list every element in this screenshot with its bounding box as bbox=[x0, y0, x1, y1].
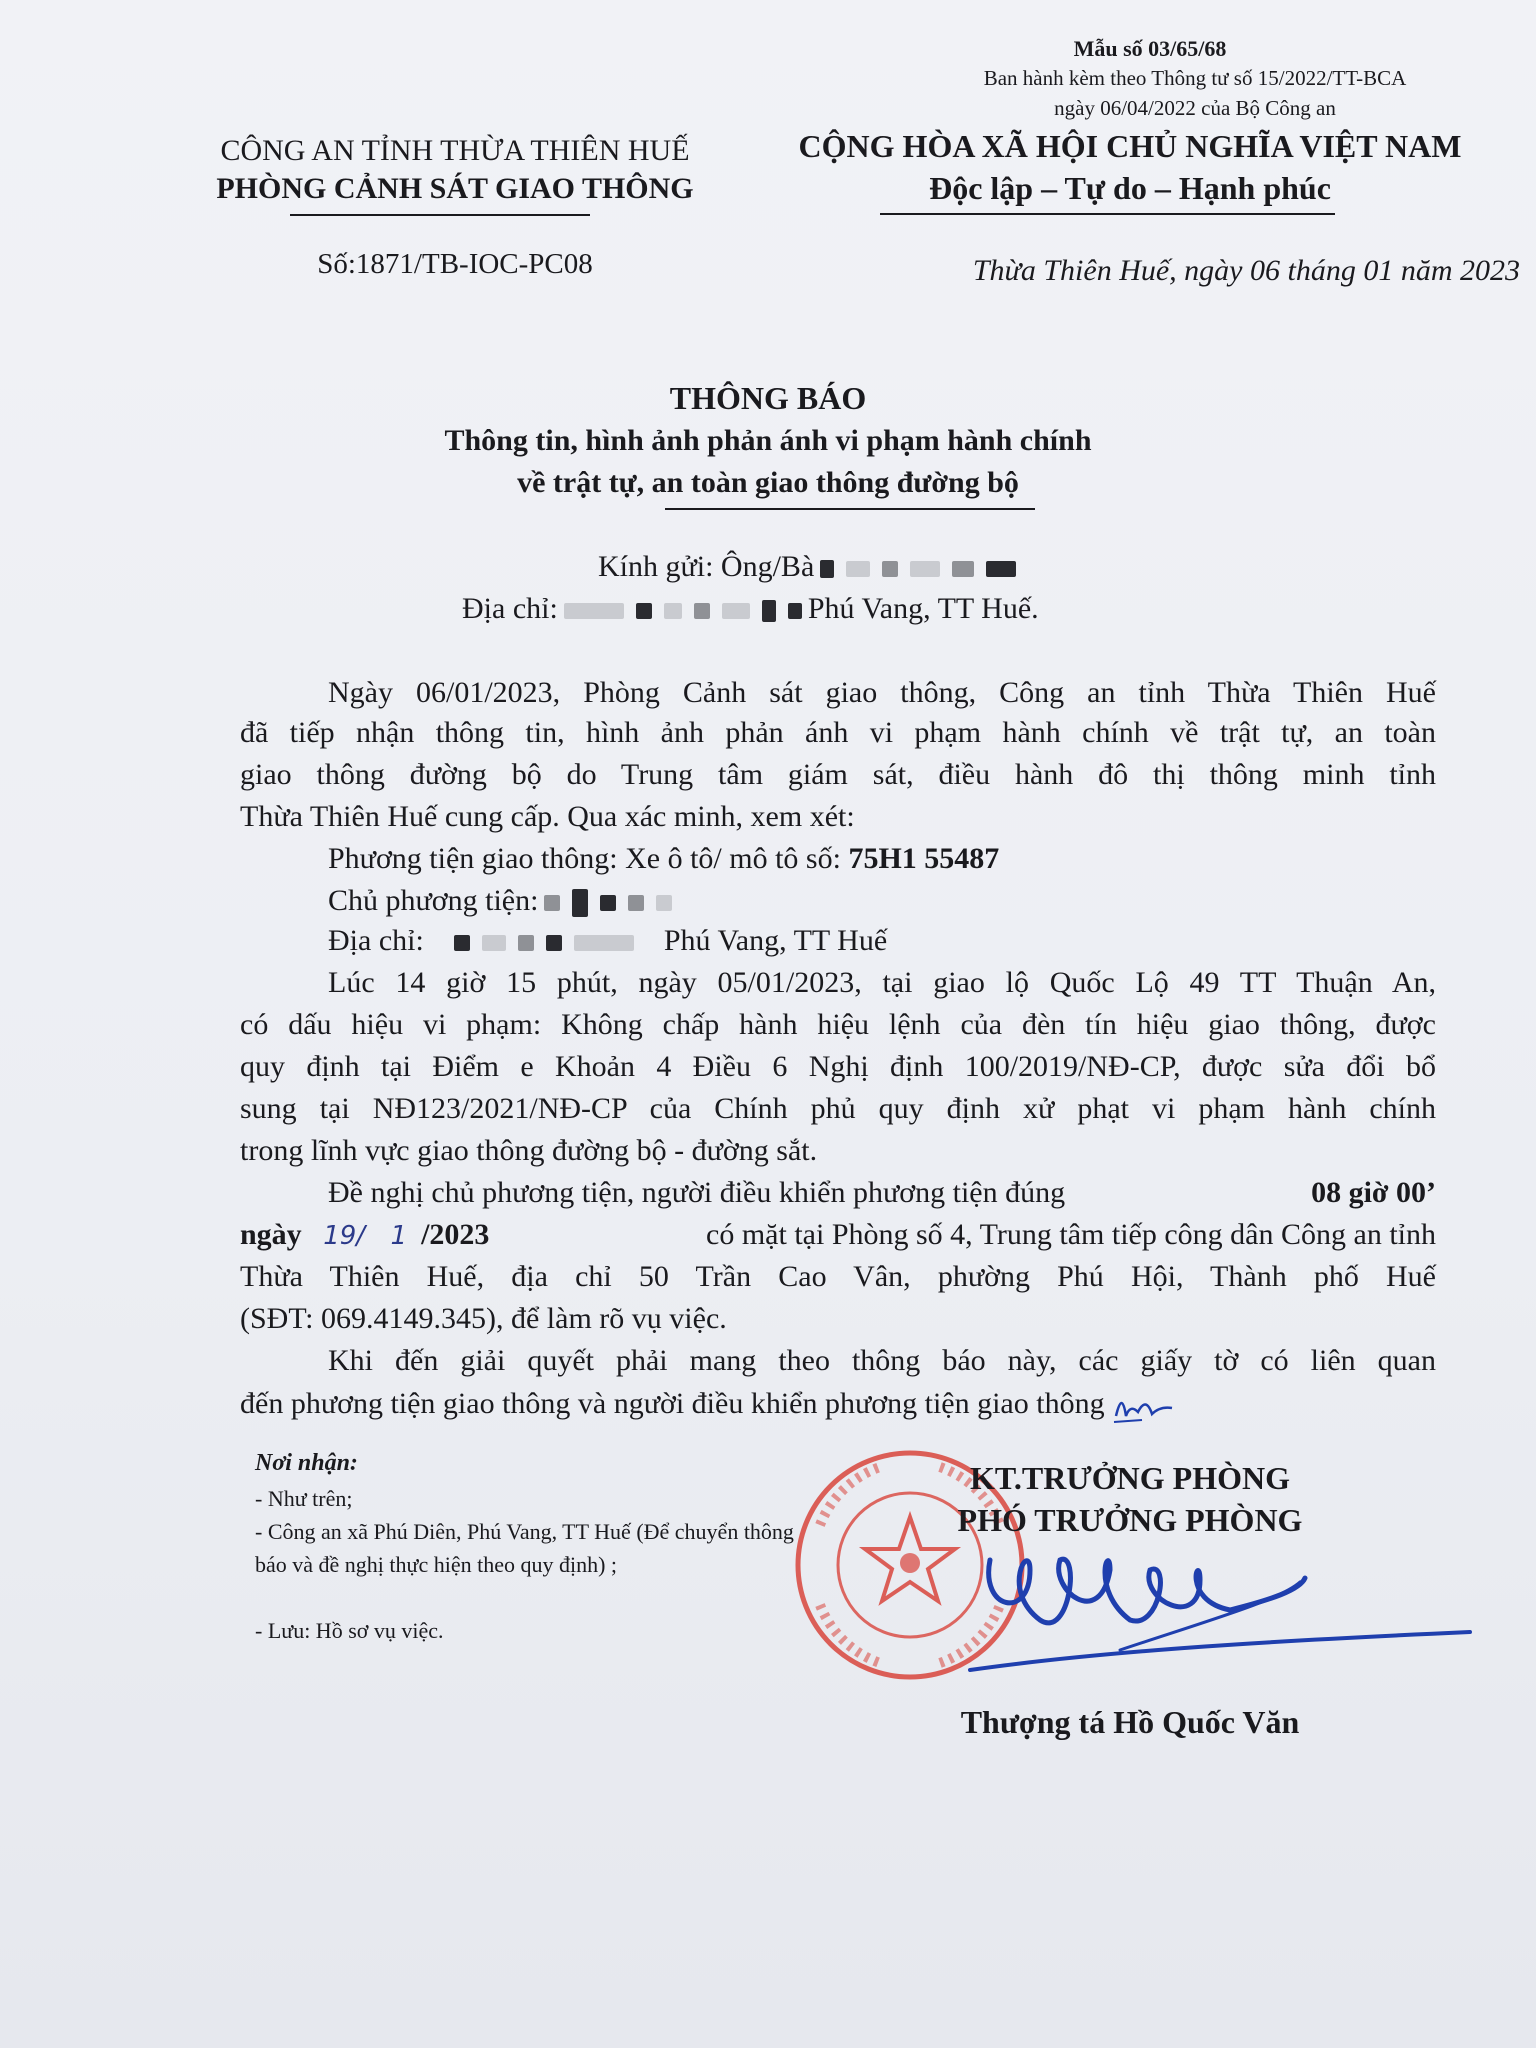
address-tail: Phú Vang, TT Huế. bbox=[807, 592, 1039, 625]
redacted-block bbox=[572, 889, 588, 917]
p3-line2 bbox=[240, 1218, 1436, 1252]
owner-label: Chủ phương tiện: bbox=[328, 884, 539, 917]
appointment-year: /2023 bbox=[421, 1218, 490, 1251]
redacted-block bbox=[820, 560, 834, 578]
redacted-block bbox=[482, 935, 506, 951]
redacted-block bbox=[454, 935, 470, 951]
address-label: Địa chỉ: bbox=[462, 592, 558, 625]
redacted-block bbox=[882, 561, 898, 577]
document-title: THÔNG BÁO bbox=[669, 380, 867, 416]
p2-line4: sung tại NĐ123/2021/NĐ-CP của Chính phủ quy định xử phạt vi phạm hành chính bbox=[240, 1092, 1436, 1125]
owner-line bbox=[328, 884, 1524, 918]
redacted-block bbox=[628, 895, 644, 911]
form-issued-line2: ngày 06/04/2022 của Bộ Công an bbox=[1054, 96, 1336, 120]
form-number: Mẫu số 03/65/68 bbox=[1073, 36, 1227, 61]
title-underline bbox=[665, 508, 1035, 510]
redacted-block bbox=[546, 935, 562, 951]
document-subtitle-2: về trật tự, an toàn giao thông đường bộ bbox=[517, 466, 1019, 499]
redacted-block bbox=[518, 935, 534, 951]
redacted-block bbox=[788, 603, 802, 619]
place-date: Thừa Thiên Huế, ngày 06 tháng 01 năm 2023 bbox=[972, 254, 1520, 287]
redacted-block bbox=[656, 895, 672, 911]
redacted-block bbox=[574, 935, 634, 951]
owner-address-line bbox=[328, 924, 1524, 958]
redacted-block bbox=[986, 561, 1016, 577]
p2-line2: có dấu hiệu vi phạm: Không chấp hành hiệu lệnh của đèn tín hiệu giao thông, được bbox=[240, 1008, 1436, 1041]
document-subtitle-1: Thông tin, hình ảnh phản ánh vi phạm hành chính bbox=[444, 424, 1092, 457]
initials-mark bbox=[1112, 1386, 1182, 1426]
redacted-block bbox=[664, 603, 682, 619]
appointment-time: 08 giờ 00’ bbox=[1311, 1176, 1436, 1209]
recipients-item-3: - Lưu: Hồ sơ vụ việc. bbox=[255, 1618, 444, 1643]
p2-line1: Lúc 14 giờ 15 phút, ngày 05/01/2023, tại giao lộ Quốc Lộ 49 TT Thuận An, bbox=[328, 966, 1436, 999]
p3-line1 bbox=[328, 1176, 1436, 1210]
signer-title-1: KT.TRƯỞNG PHÒNG bbox=[970, 1460, 1290, 1496]
plate-number: 75H1 55487 bbox=[848, 842, 1000, 875]
agency-line1: CÔNG AN TỈNH THỪA THIÊN HUẾ bbox=[220, 134, 690, 167]
address-line bbox=[462, 592, 1039, 626]
recipients-item-1: - Như trên; bbox=[255, 1486, 353, 1511]
p3-line2-rest: có mặt tại Phòng số 4, Trung tâm tiếp công dân Công an tỉnh bbox=[706, 1218, 1436, 1251]
redacted-block bbox=[600, 895, 616, 911]
appointment-day-label: ngày bbox=[240, 1218, 302, 1251]
p4-line2-text: đến phương tiện giao thông và người điều khiển phương tiện giao thông bbox=[240, 1386, 1105, 1420]
p1-line1: Ngày 06/01/2023, Phòng Cảnh sát giao thông, Công an tỉnh Thừa Thiên Huế bbox=[328, 676, 1436, 709]
owner-address-label: Địa chỉ: bbox=[328, 924, 424, 957]
appointment-day-handwritten: 19/ bbox=[323, 1221, 366, 1251]
redacted-block bbox=[762, 600, 776, 622]
redacted-block bbox=[910, 561, 940, 577]
p1-line4: Thừa Thiên Huế cung cấp. Qua xác minh, xem xét: bbox=[240, 800, 855, 833]
signer-title-2: PHÓ TRƯỞNG PHÒNG bbox=[957, 1502, 1303, 1538]
redacted-block bbox=[636, 603, 652, 619]
nation-underline bbox=[880, 213, 1335, 215]
agency-line2: PHÒNG CẢNH SÁT GIAO THÔNG bbox=[216, 172, 694, 205]
p1-line2: đã tiếp nhận thông tin, hình ảnh phản ánh vi phạm hành chính về trật tự, an toàn bbox=[240, 716, 1436, 749]
signer-name: Thượng tá Hồ Quốc Văn bbox=[960, 1704, 1300, 1740]
doc-number: Số:1871/TB-IOC-PC08 bbox=[317, 248, 593, 280]
redacted-block bbox=[846, 561, 870, 577]
handwritten-signature bbox=[960, 1530, 1480, 1700]
p1-line3: giao thông đường bộ do Trung tâm giám sát, điều hành đô thị thông minh tỉnh bbox=[240, 758, 1436, 791]
vehicle-label: Phương tiện giao thông: Xe ô tô/ mô tô số: bbox=[328, 842, 841, 875]
owner-address-tail: Phú Vang, TT Huế bbox=[663, 924, 888, 957]
nation-line1: CỘNG HÒA XÃ HỘI CHỦ NGHĨA VIỆT NAM bbox=[798, 128, 1462, 164]
p2-line5: trong lĩnh vực giao thông đường bộ - đường sắt. bbox=[240, 1134, 818, 1167]
p3-line4: (SĐT: 069.4149.345), để làm rõ vụ việc. bbox=[240, 1302, 727, 1335]
redacted-block bbox=[722, 603, 750, 619]
p4-line2 bbox=[240, 1386, 1436, 1426]
recipients-label: Nơi nhận: bbox=[255, 1450, 358, 1476]
recipients-item-2: - Công an xã Phú Diên, Phú Vang, TT Huế (Để chuyển thông báo và đề nghị thực hiện theo quy định) ; bbox=[255, 1519, 794, 1577]
nation-line2: Độc lập – Tự do – Hạnh phúc bbox=[929, 170, 1331, 206]
p2-line3: quy định tại Điểm e Khoản 4 Điều 6 Nghị định 100/2019/NĐ-CP, được sửa đổi bổ bbox=[240, 1050, 1436, 1083]
vehicle-line bbox=[328, 842, 1524, 876]
agency-underline bbox=[290, 214, 590, 216]
form-issued-line1: Ban hành kèm theo Thông tư số 15/2022/TT-BCA bbox=[983, 66, 1407, 90]
redacted-block bbox=[564, 603, 624, 619]
redacted-block bbox=[694, 603, 710, 619]
p3-line3: Thừa Thiên Huế, địa chỉ 50 Trần Cao Vân, phường Phú Hội, Thành phố Huế bbox=[240, 1260, 1436, 1293]
redacted-block bbox=[952, 561, 974, 577]
appointment-month-handwritten: 1 bbox=[390, 1221, 408, 1251]
redacted-block bbox=[544, 895, 560, 911]
greeting-label: Kính gửi: Ông/Bà bbox=[598, 550, 815, 583]
greeting-line bbox=[598, 550, 1022, 584]
p4-line1: Khi đến giải quyết phải mang theo thông báo này, các giấy tờ có liên quan bbox=[328, 1344, 1436, 1377]
p3-line1-text: Đề nghị chủ phương tiện, người điều khiển phương tiện đúng bbox=[328, 1176, 1066, 1209]
